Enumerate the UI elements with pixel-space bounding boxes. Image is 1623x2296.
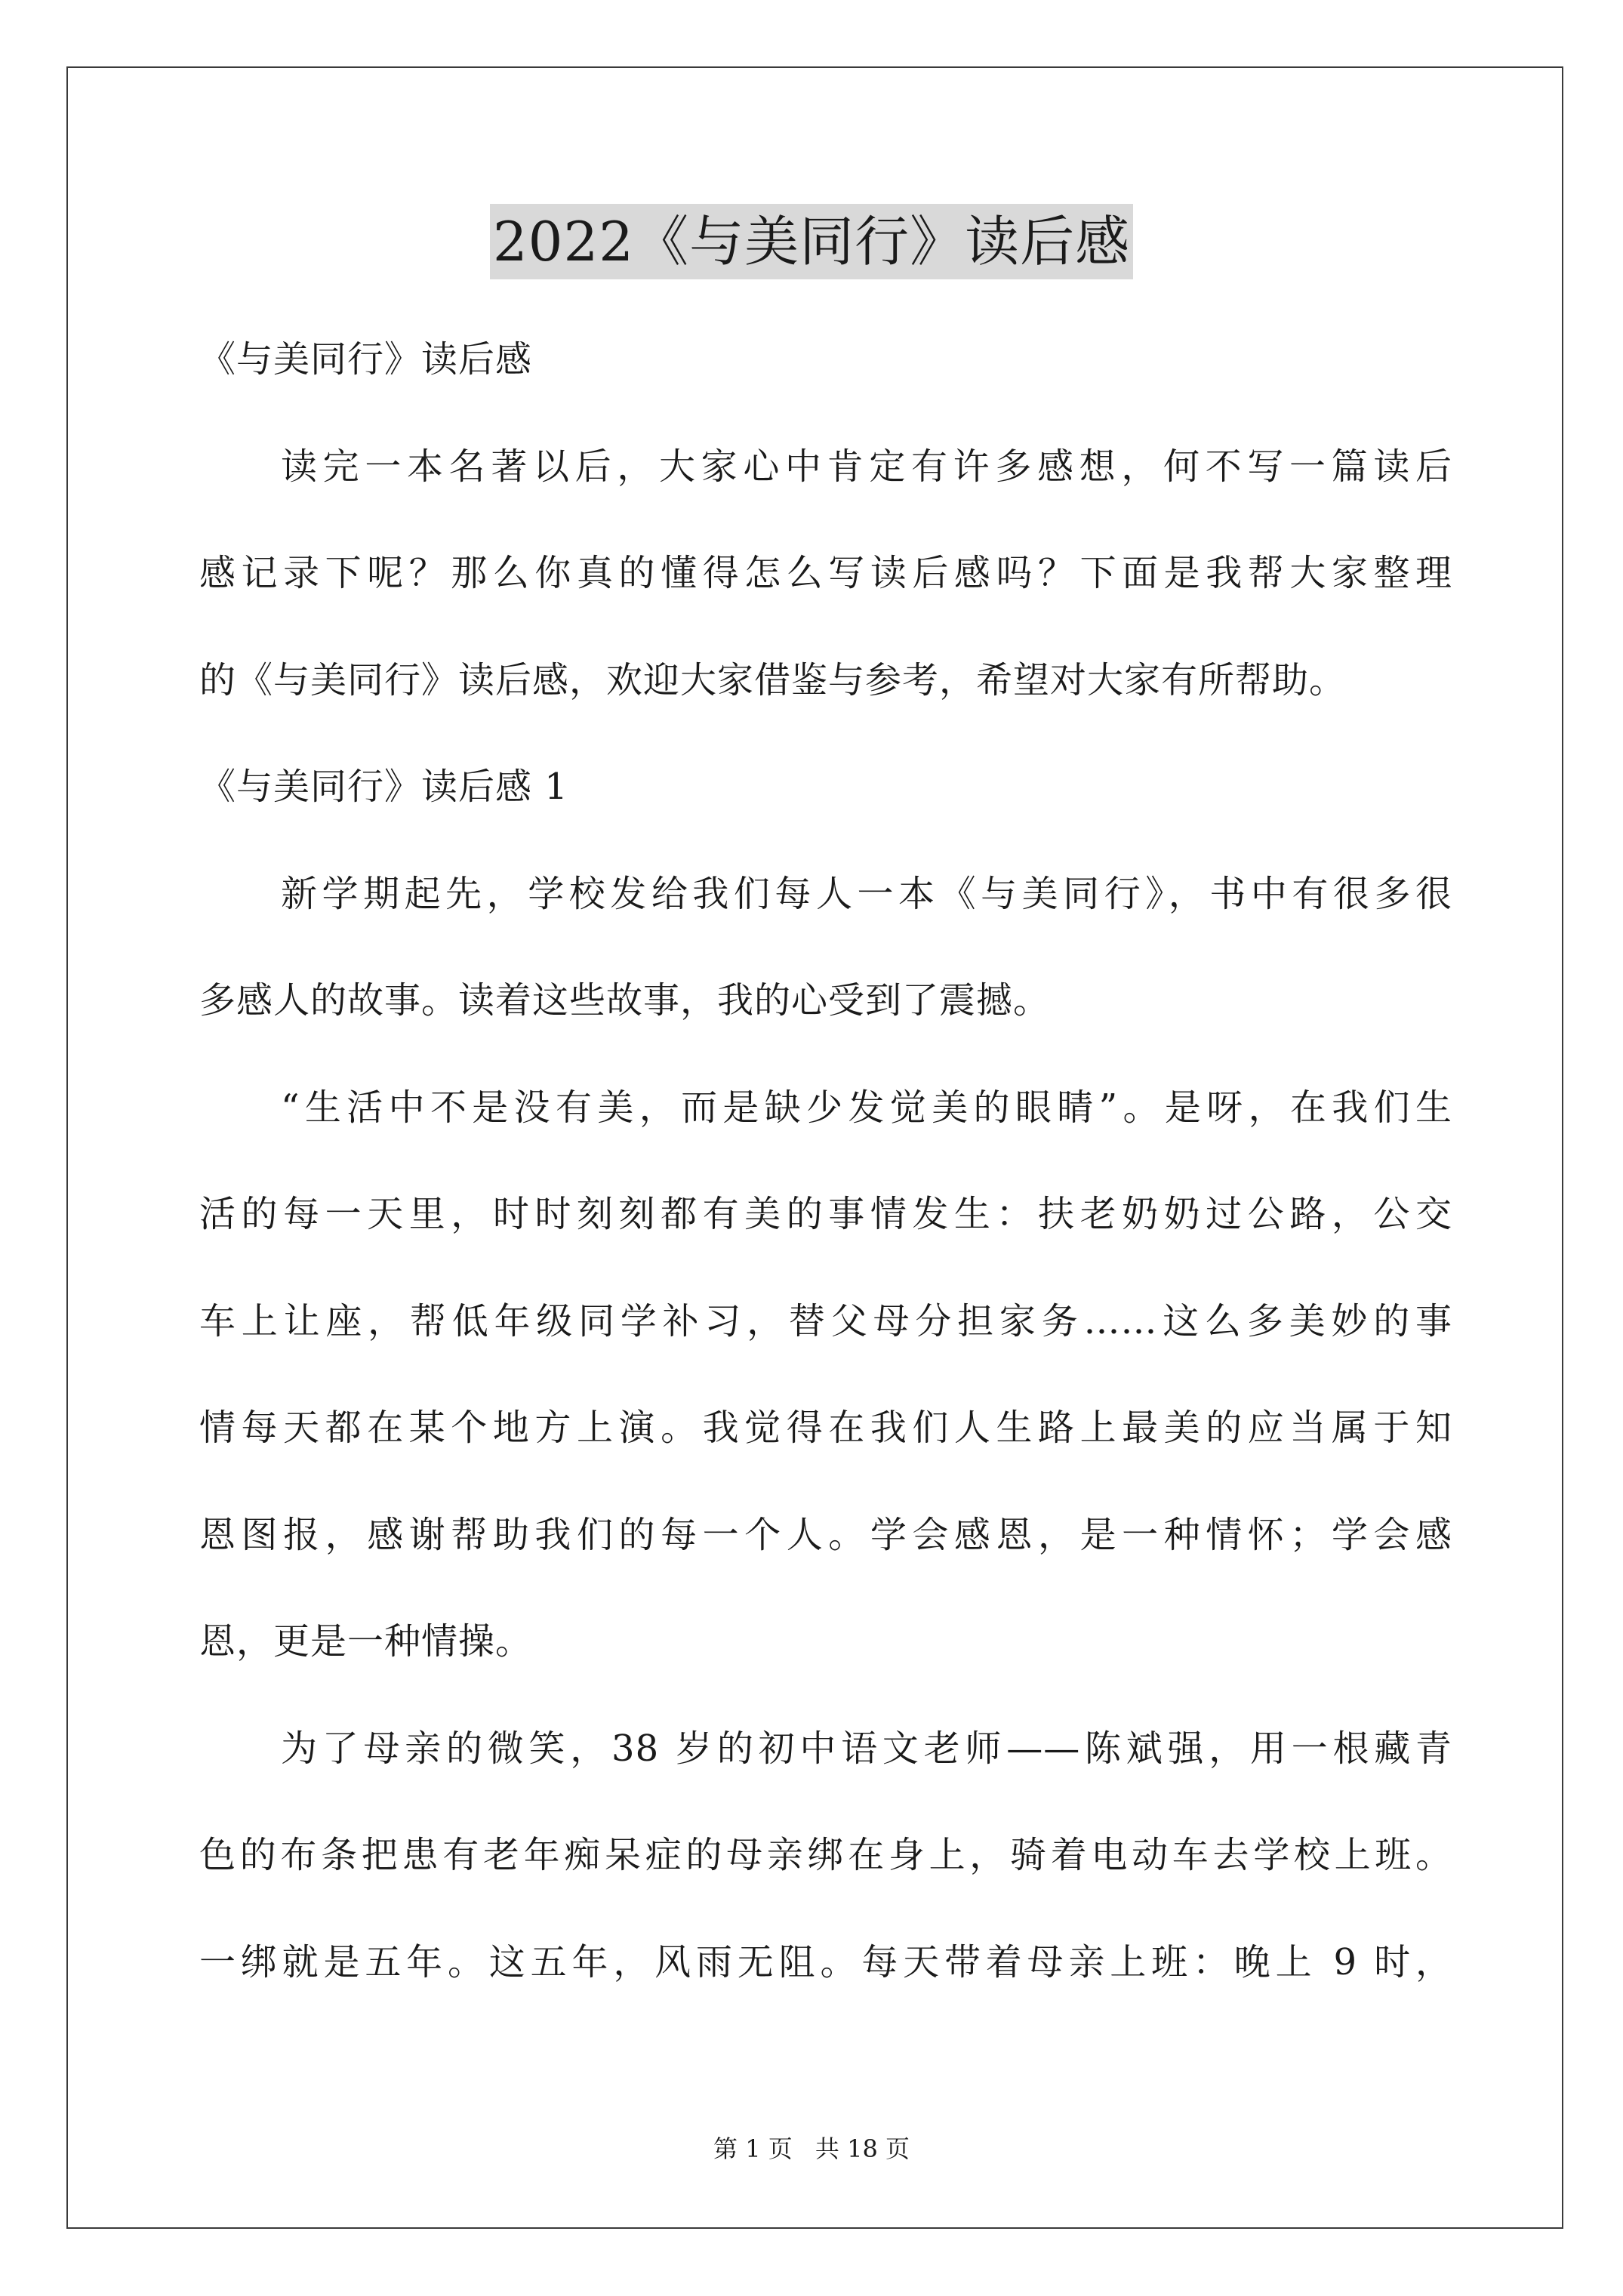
paragraph-line: 感记录下呢？那么你真的懂得怎么写读后感吗？下面是我帮大家整理 [199, 552, 1452, 594]
paragraph-line: 车上让座，帮低年级同学补习，替父母分担家务……这么多美妙的事 [199, 1299, 1452, 1342]
page-footer [0, 2134, 1623, 2164]
paragraph-line: 色的布条把患有老年痴呆症的母亲绑在身上，骑着电动车去学校上班。 [199, 1834, 1452, 1876]
paragraph-line: 恩，更是一种情操。 [199, 1620, 533, 1663]
document-subtitle: 《与美同行》读后感 [199, 338, 533, 381]
paragraph-line: 读完一本名著以后，大家心中肯定有许多感想，何不写一篇读后 [281, 445, 1452, 488]
paragraph-line: 情每天都在某个地方上演。我觉得在我们人生路上最美的应当属于知 [199, 1407, 1452, 1449]
paragraph-line: 恩图报，感谢帮助我们的每一个人。学会感恩，是一种情怀；学会感 [199, 1513, 1452, 1556]
paragraph-line: 新学期起先，学校发给我们每人一本《与美同行》，书中有很多很 [281, 872, 1452, 915]
title-container [0, 204, 1623, 279]
paragraph-line: 活的每一天里，时时刻刻都有美的事情发生：扶老奶奶过公路，公交 [199, 1193, 1452, 1235]
document-title: 2022《与美同行》读后感 [490, 204, 1133, 279]
paragraph-line: 为了母亲的微笑，38 岁的初中语文老师——陈斌强，用一根藏青 [281, 1727, 1452, 1770]
page-total: 共 18 页 [815, 2134, 910, 2163]
paragraph-line: 多感人的故事。读着这些故事，我的心受到了震撼。 [199, 979, 1051, 1022]
section-heading: 《与美同行》读后感 1 [199, 766, 568, 808]
paragraph-line: 的《与美同行》读后感，欢迎大家借鉴与参考，希望对大家有所帮助。 [199, 658, 1347, 701]
paragraph-line: “生活中不是没有美，而是缺少发觉美的眼睛”。是呀，在我们生 [281, 1086, 1452, 1129]
paragraph-line: 一绑就是五年。这五年，风雨无阻。每天带着母亲上班：晚上 9 时， [199, 1940, 1452, 1983]
document-body [199, 307, 1452, 2016]
page-number: 第 1 页 [713, 2134, 793, 2163]
